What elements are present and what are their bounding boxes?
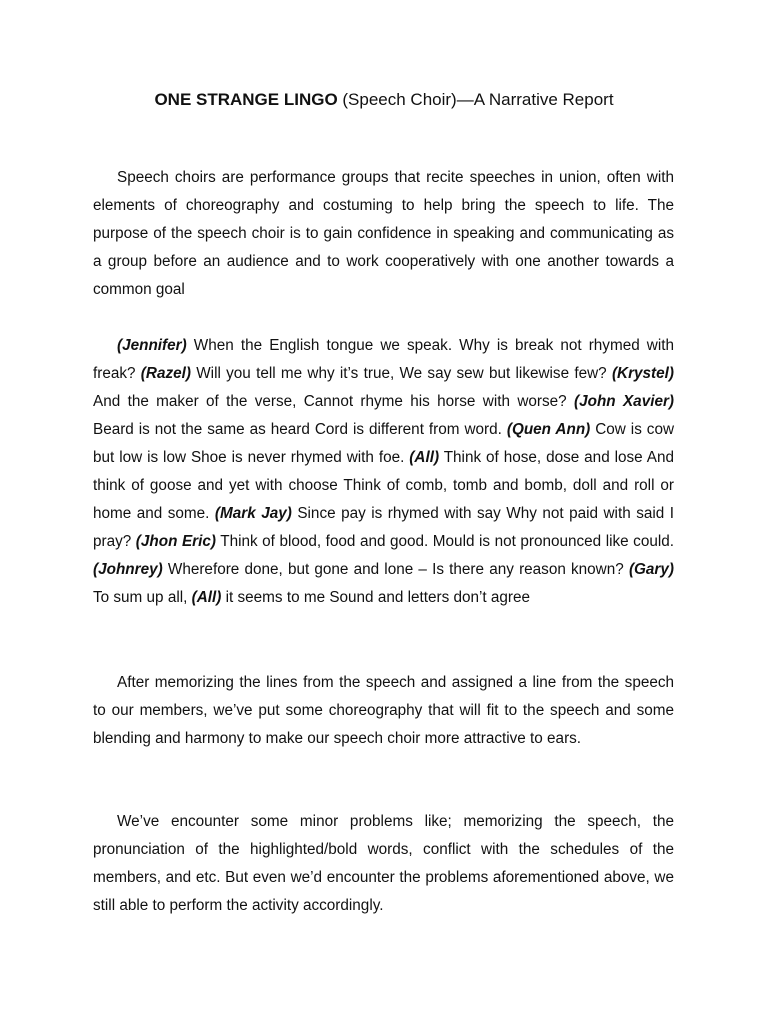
poem-line: And the maker of the verse, Cannot rhyme his horse with worse? <box>93 393 574 410</box>
intro-paragraph <box>93 164 674 304</box>
poem-paragraph <box>93 332 674 612</box>
poem-line: Beard is not the same as heard Cord is different from word. <box>93 421 507 438</box>
speaker-label: (Jennifer) <box>117 337 187 354</box>
speaker-label: (Razel) <box>140 365 191 382</box>
poem-line: Wherefore done, but gone and lone – Is there any reason known? <box>162 561 629 578</box>
poem-text <box>93 332 674 612</box>
speaker-label: (All) <box>409 449 440 466</box>
speaker-label: (Mark Jay) <box>214 505 292 522</box>
poem-line: When the English tongue we speak. Why is break not rhymed with freak? <box>93 337 674 382</box>
title-rest: (Speech Choir)—A Narrative Report <box>337 90 614 109</box>
problems-paragraph <box>93 808 674 920</box>
speaker-label: (Quen Ann) <box>506 421 591 438</box>
intro-text: Speech choirs are performance groups that recite speeches in union, often with elements of choreography and costuming to help bring the speech to life. The purpose of the speech choir is to gain confidence in speaking and communicating as a group before an audience and to work cooperatively with one another towards a common goal <box>93 169 674 298</box>
poem-line: Cow is cow but low is low Shoe is never rhymed with foe. <box>93 421 675 466</box>
process-text: After memorizing the lines from the speech and assigned a line from the speech to our members, we’ve put some choreography that will fit to the speech and some blending and harmony to make our speech choir more attractive to ears. <box>93 674 674 747</box>
problems-text: We’ve encounter some minor problems like; memorizing the speech, the pronunciation of the highlighted/bold words, conflict with the schedules of the members, and etc. But even we’d encounter the problems aforementioned above, we still able to perform the activity accordingly. <box>93 813 674 914</box>
page-title <box>0 88 768 112</box>
speaker-label: (Gary) <box>628 561 674 578</box>
poem-line: Think of hose, dose and lose And think of goose and yet with choose Think of comb, tomb and bomb, doll and roll or home and some. <box>93 449 674 522</box>
poem-line: it seems to me Sound and letters don’t agree <box>221 589 531 606</box>
speaker-label: (John Xavier) <box>574 393 675 410</box>
poem-line: Since pay is rhymed with say Why not paid with said I pray? <box>93 505 674 550</box>
poem-line: Think of blood, food and good. Mould is not pronounced like could. <box>215 533 675 550</box>
speaker-label: (Jhon Eric) <box>135 533 216 550</box>
poem-line: To sum up all, <box>93 589 192 606</box>
speaker-label: (All) <box>191 589 222 606</box>
title-bold: ONE STRANGE LINGO <box>154 90 338 109</box>
speaker-label: (Johnrey) <box>93 561 163 578</box>
poem-line: Will you tell me why it’s true, We say sew but likewise few? <box>190 365 612 382</box>
process-paragraph <box>93 669 674 753</box>
speaker-label: (Krystel) <box>611 365 675 382</box>
